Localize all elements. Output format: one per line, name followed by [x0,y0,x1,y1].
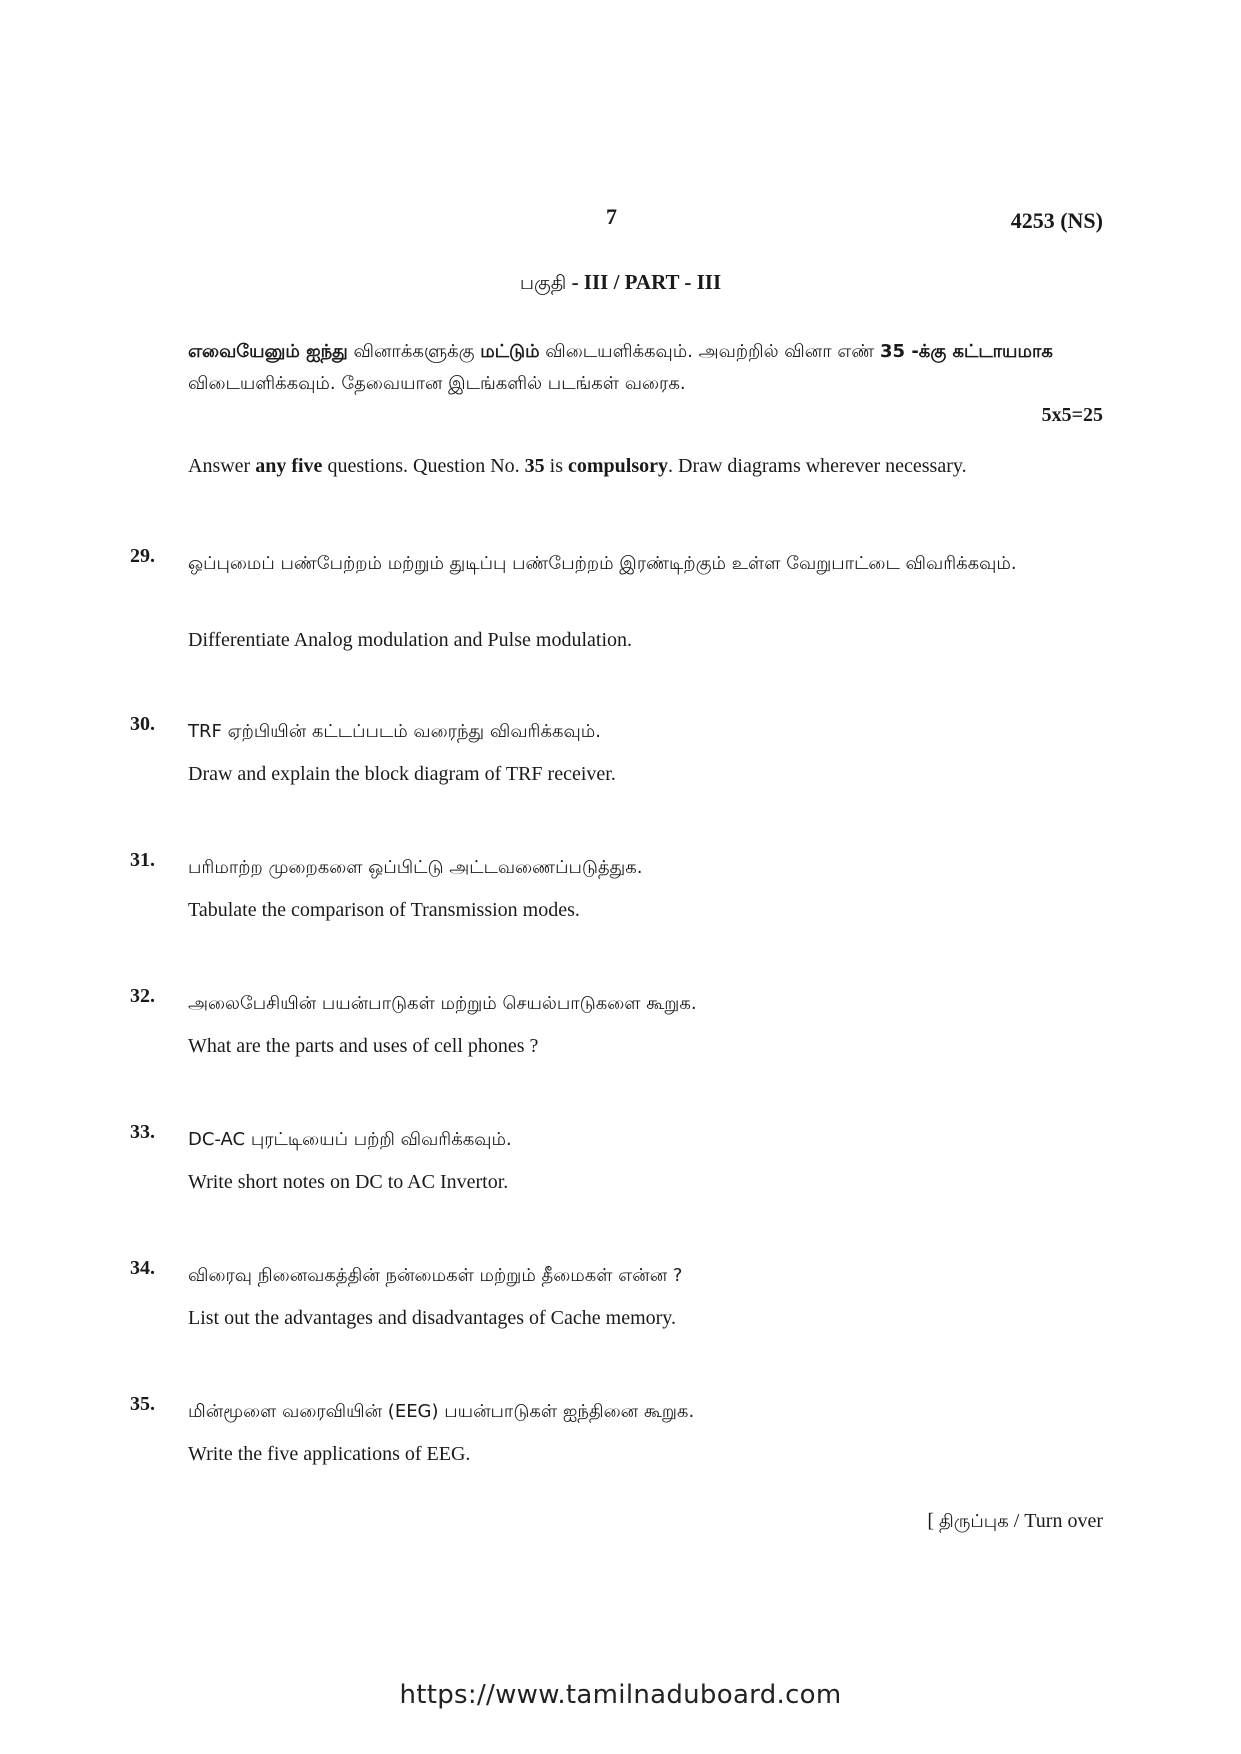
question-tamil: DC-AC புரட்டியைப் பற்றி விவரிக்கவும். [188,1129,512,1150]
question-english: Write the five applications of EEG. [188,1443,471,1465]
part-title-tamil: பகுதி [519,272,567,294]
part-title-english: - III / PART - III [571,270,722,294]
question-english: Write short notes on DC to AC Invertor. [188,1171,509,1193]
question-english: Draw and explain the block diagram of TRF receiver. [188,763,616,785]
question-number: 31. [130,849,155,871]
turn-over-english: / Turn over [1008,1510,1103,1532]
page-number: 7 [606,204,617,229]
instr-ta-compulsory: 35 -க்கு கட்டாயமாக [880,341,1053,362]
instr-ta-text-1: வினாக்களுக்கு [347,341,481,362]
question-english: Differentiate Analog modulation and Pulse modulation. [188,629,632,651]
instructions-english [188,450,1088,482]
turn-over-tamil: திருப்புக [938,1511,1009,1532]
paper-code: 4253 (NS) [1010,208,1103,233]
instr-en-any-five: any five [255,455,323,477]
question-number: 34. [130,1257,155,1279]
instr-en-compulsory: compulsory [568,455,668,477]
instructions-tamil [188,336,1103,400]
question-tamil: மின்மூளை வரைவியின் (EEG) பயன்பாடுகள் ஐந்தினை கூறுக. [188,1401,695,1422]
question-english: Tabulate the comparison of Transmission modes. [188,899,580,921]
turn-over-note [927,1510,1103,1534]
instr-en-text-1: Answer [188,455,256,477]
question-tamil: ஒப்புமைப் பண்பேற்றம் மற்றும் துடிப்பு பண்பேற்றம் இரண்டிற்கும் உள்ள வேறுபாட்டை விவரிக்கவும். [188,553,1017,574]
instr-en-question-number: 35 [524,455,545,477]
footer-url: https://www.tamilnaduboard.com [399,1680,842,1710]
instr-en-text-3: is [544,455,568,477]
question-tamil: பரிமாற்ற முறைகளை ஒப்பிட்டு அட்டவணைப்படுத்துக. [188,857,643,878]
instr-ta-text-3: விடையளிக்கவும். தேவையான இடங்களில் படங்கள் வரைக. [188,373,686,394]
instr-ta-text-2: விடையளிக்கவும். அவற்றில் வினா எண் [539,341,881,362]
question-tamil: TRF ஏற்பியின் கட்டப்படம் வரைந்து விவரிக்கவும். [188,721,601,742]
question-english: List out the advantages and disadvantages of Cache memory. [188,1307,676,1329]
question-tamil: விரைவு நினைவகத்தின் நன்மைகள் மற்றும் தீமைகள் என்ன ? [188,1265,683,1286]
part-title [0,270,1241,297]
question-number: 35. [130,1393,155,1415]
question-number: 29. [130,545,155,567]
question-number: 32. [130,985,155,1007]
question-number: 30. [130,713,155,735]
instr-ta-any-five: எவையேனும் ஐந்து [188,341,348,362]
marks-allocation: 5x5=25 [1041,404,1103,426]
question-number: 33. [130,1121,155,1143]
question-english: What are the parts and uses of cell phones ? [188,1035,539,1057]
turn-over-bracket: [ [927,1510,939,1532]
instr-ta-only: மட்டும் [480,341,540,362]
instr-en-text-2: questions. Question No. [322,455,525,477]
question-tamil: அலைபேசியின் பயன்பாடுகள் மற்றும் செயல்பாடுகளை கூறுக. [188,993,697,1014]
instr-en-text-4: . Draw diagrams wherever necessary. [668,455,967,477]
